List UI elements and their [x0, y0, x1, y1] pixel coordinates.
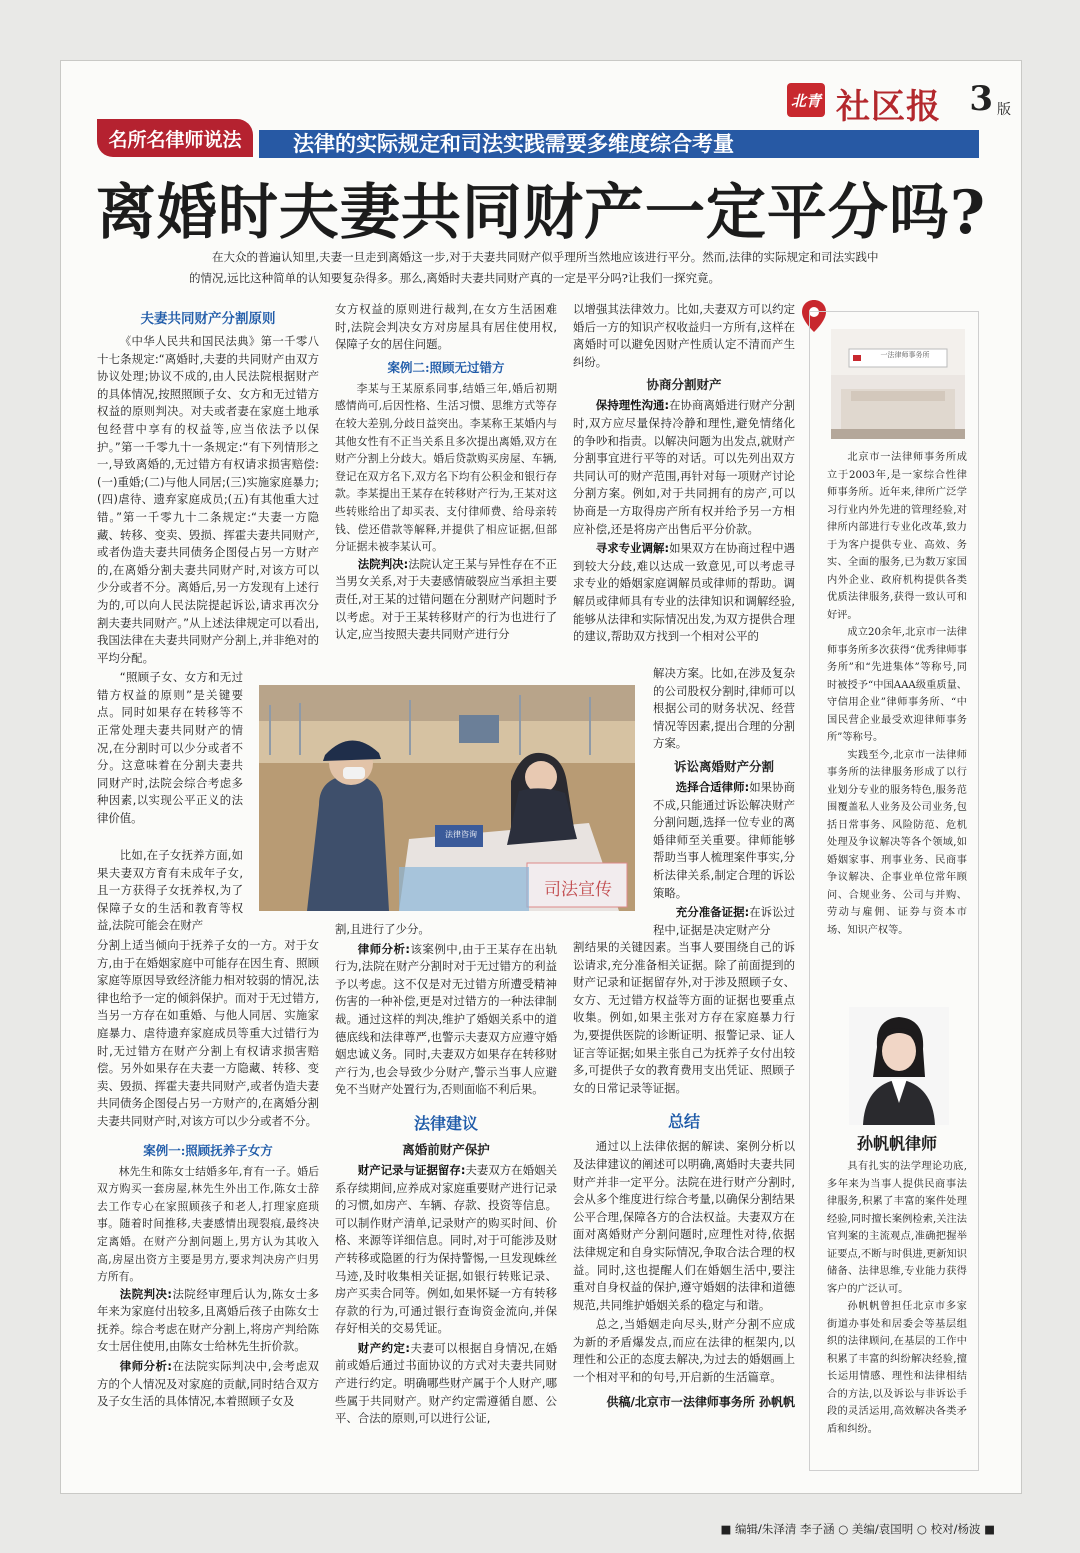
choose-lawyer-advice: 选择合适律师:如果协商不成,只能通过诉讼解决财产分割问题,选择一位专业的离婚律师至关重要。律师能够帮助当事人梳理案件事实,分析法律关系,制定合理的诉讼策略。	[653, 779, 795, 900]
principles-paragraph-2: “照顾子女、女方和无过错方权益的原则”是关键要点。同时如果存在转移等不正常处理夫妻共同财产的情况,在分割时可以少分或者不分。这意味着在分割夫妻共同财产时,法院会综合考虑多种因素,以实现公平正义的法律价值。	[97, 670, 243, 826]
section-heading-principles: 夫妻共同财产分割原则	[140, 311, 276, 327]
column-3-upper	[573, 301, 795, 648]
mediate-advice-b: 解决方案。比如,在涉及复杂的公司股权分割时,律师可以根据公司的财务状况、经营情况等因素,提出合理的分割方案。	[653, 666, 795, 751]
analysis-1: 律师分析:在法院实际判决中,会考虑双方的个人情况及对家庭的贡献,同时结合双方及子女生活的具体情况,本着照顾子女及	[97, 1359, 319, 1409]
photo-sign-left: 法律咨询	[445, 830, 477, 839]
case-2-text: 李某与王某原系同事,结婚三年,婚后初期感情尚可,后因性格、生活习惯、思维方式等存在较大差别,分歧日益突出。李某称王某婚内与其他女性有不正当关系且多次提出离婚,双方在财产分割上分歧大。婚后贷款购买房屋、车辆,登记在双方名下,双方名下均有公积金和银行存款。李某提出王某存在转移财产行为,王某对这些转账给出了却买表、支付律师费、给母亲转钱、偿还借款等解释,并提供了相应证据,但部分证据未被李某认可。	[335, 381, 557, 554]
summary-paragraph-2: 总之,当婚姻走向尽头,财产分割不应成为新的矛盾爆发点,而应在法律的框架内,以理性和公正的态度去解决,为过去的婚姻画上一个相对平和的句号,开启新的生活篇章。	[573, 1317, 795, 1385]
column-3-narrow	[653, 665, 795, 941]
headline: 离婚时夫妻共同财产一定平分吗?	[95, 178, 987, 248]
photo-sign-right: 司法宣传	[544, 880, 612, 900]
negotiate-heading: 协商分割财产	[646, 377, 722, 393]
record-advice: 财产记录与证据留存:夫妻双方在婚姻关系存续期间,应养成对家庭重要财产进行记录的习惯,如房产、车辆、存款、投资等信息。可以制作财产清单,记录财产的购买时间、价格、来源等详细信息。同时,对于可能涉及财产转移或隐匿的行为保持警惕,一旦发现蛛丝马迹,及时收集相关证据,如银行转账记录、房产买卖合同等。例如,如果怀疑一方有转移存款的行为,可通过银行查询资金流向,并保存好相关的交易凭证。	[335, 1162, 557, 1336]
summary-paragraph-1: 通过以上法律依据的解读、案例分析以及法律建议的阐述可以明确,离婚时夫妻共同财产并非一定平分。法院在进行财产分割时,会从多个维度进行综合考量,以确保分割结果公平合理,保障各方的合法权益。夫妻双方在面对离婚财产分割问题时,应理性对待,依据法律规定和自身实际情况,争取合法合理的权益。同时,这也提醒人们在婚姻生活中,要注重对自身权益的保护,遵守婚姻的法律和道德规范,共同维护婚姻关系的稳定与和谐。	[573, 1139, 795, 1312]
firm-paragraph-2: 成立20余年,北京市一法律师事务所多次获得“优秀律师事务所”和“先进集体”等称号,同时被授予“中国AAA级重质量、守信用企业”律师事务所、“中国民营企业最受欢迎律师事务所”等称号。	[827, 627, 967, 743]
judgment-2-end: 割,且进行了少分。	[335, 922, 430, 936]
evidence-advice-b: 割结果的关键因素。当事人要围绕自己的诉讼请求,充分准备相关证据。除了前面提到的财产记录和证据留存外,对于涉及照顾子女、女方、无过错方权益等方面的证据也要重点收集。例如,如果主张对方存在家庭暴力行为,要提供医院的诊断证明、报警记录、证人证言等证据;如果主张自己为抚养子女付出较多,可提供子女的教育费用支出凭证、照顾子女的日常记录等证据。	[573, 940, 795, 1095]
lead-paragraph: 在大众的普遍认知里,夫妻一旦走到离婚这一步,对于夫妻共同财产似乎理所当然地应该进行平分。然而,法律的实际规定和司法实践中的情况,远比这种简单的认知要复杂得多。那么,离婚时夫妻共同财产真的一定是平分吗?让我们一探究竟。	[189, 250, 879, 285]
newspaper-page	[60, 60, 1022, 1536]
evidence-advice-a: 充分准备证据:在诉讼过程中,证据是决定财产分	[653, 905, 795, 937]
column-1-narrow	[97, 847, 243, 937]
lawyer-photo	[849, 1007, 949, 1125]
law-firm-photo	[831, 329, 965, 439]
newspaper-logo: 北青	[787, 83, 825, 117]
agreement-advice: 财产约定:夫妻可以根据自身情况,在婚前或婚后通过书面协议的方式对夫妻共同财产进行约定。明确哪些财产属于个人财产,哪些属于共同财产。财产约定需遵循自愿、公平、合法的原则,可以进行公证,	[335, 1340, 557, 1426]
column-3-lower	[573, 939, 795, 1410]
lawyer-bio	[827, 1125, 967, 1438]
firm-intro	[827, 449, 967, 939]
lawyer-name: 孙帆帆律师	[856, 1134, 937, 1153]
case-1-text: 林先生和陈女士结婚多年,育有一子。婚后双方购买一套房屋,林先生外出工作,陈女士辞去工作专心在家照顾孩子和老人,打理家庭琐事。随着时间推移,夫妻感情出现裂痕,最终决定离婚。在财产分割问题上,男方认为其收入高,房屋出资方主要是男方,要求判决房产归男方所有。	[97, 1164, 319, 1284]
section-tag: 名所名律师说法	[97, 119, 253, 157]
col3-top-text: 以增强其法律效力。比如,夫妻双方可以约定婚后一方的知识产权收益归一方所有,这样在离婚时可以避免因财产性质认定不清而产生纠纷。	[573, 302, 795, 369]
advice-heading: 法律建议	[413, 1113, 478, 1133]
firm-paragraph-1: 北京市一法律师事务所成立于2003年,是一家综合性律师事务所。近年来,律所广泛学习行业内外先进的管理经验,对律所内部进行专业化改革,致力于为客户提供专业、高效、务实、全面的服务,已为数万家国内外企业、政府机构提供各类优质法律服务,获得一致认可和好评。	[827, 452, 967, 621]
page-number: 3	[969, 79, 993, 119]
principles-paragraph-1: 《中华人民共和国民法典》第一千零八十七条规定:“离婚时,夫妻的共同财产由双方协议处理;协议不成的,由人民法院根据财产的具体情况,按照照顾子女、女方和无过错方权益的原则判决。对夫或者妻在家庭土地承包经营中享有的权益等,应当依法予以保护。”第一千零九十一条规定:“有下列情形之一,导致离婚的,无过错方有权请求损害赔偿:(一)重婚;(二)与他人同居;(三)实施家庭暴力;(四)虐待、遗弃家庭成员;(五)有其他重大过错。”第一千零九十二条规定:“夫妻一方隐藏、转移、变卖、毁损、挥霍夫妻共同财产,或者伪造夫妻共同债务企图侵占另一方财产的,在离婚分割夫妻共同财产时,对该方可以少分或者不分。离婚后,另一方发现有上述行为的,可以向人民法院提起诉讼,请求再次分割夫妻共同财产。”从上述法律规定可以看出,我国法律在夫妻共同财产分割上,并非绝对的平均分配。	[97, 334, 319, 665]
lawyer-paragraph-1: 具有扎实的法学理论功底,多年来为当事人提供民商事法律服务,积累了丰富的案件处理经验,同时擅长案例检索,关注法官判案的主流观点,准确把握举证要点,不断与时俱进,更新知识储备、法律思维,专业能力获得客户的广泛认可。	[827, 1161, 967, 1295]
prenup-heading: 离婚前财产保护	[402, 1141, 490, 1157]
mediate-advice-a: 寻求专业调解:如果双方在协商过程中遇到较大分歧,难以达成一致意见,可以考虑寻求专业的婚姻家庭调解员或律师的帮助。调解员或律师具有专业的法律知识和调解经验,能够从法律和实际情况出发,为双方提供合理的建议,帮助双方找到一个相对公平的	[573, 541, 795, 644]
firm-paragraph-3: 实践至今,北京市一法律师事务所的法律服务形成了以行业划分专业的服务特色,服务范围覆盖私人业务及公司业务,包括日常事务、风险防范、危机处理及争议解决等各个领域,如婚姻家事、刑事业务、民商事争议解决、企事业单位常年顾问、合规业务、公司与并购、劳动与雇佣、证券与资本市场、知识产权等。	[827, 749, 967, 936]
principles-paragraph-3b: 分割上适当倾向于抚养子女的一方。对于女方,由于在婚姻家庭中可能存在因生育、照顾家庭等原因导致经济能力相对较弱的情况,法律也给予一定的倾斜保护。而对于无过错方,当另一方存在如重婚、与他人同居、实施家庭暴力、虐待遗弃家庭成员等重大过错行为时,无过错方在财产分割上有权请求损害赔偿。另外如果存在夫妻一方隐藏、转移、变卖、毁损、挥霍夫妻共同财产,或者伪造夫妻共同债务企图侵占另一方财产的,在离婚分割夫妻共同财产时,对该方可以少分或者不分。	[97, 938, 319, 1128]
case-2-heading: 案例二:照顾无过错方	[387, 359, 505, 375]
calm-advice: 保持理性沟通:在协商离婚进行财产分割时,双方应尽量保持冷静和理性,避免情绪化的争吵和指责。以解决问题为出发点,就财产分割事宜进行平等的对话。可以先列出双方共同认可的财产范围,再针对每一项财产讨论分割方案。例如,对于共同拥有的房产,可以协商是一方取得房产所有权并给予另一方相应补偿,还是将房产出售后平分价款。	[573, 398, 795, 536]
page-suffix: 版	[997, 102, 1011, 118]
judgment-2: 法院判决:法院认定王某与异性存在不正当男女关系,对于夫妻感情破裂应当承担主要责任,对王某的过错问题在分割财产问题时予以考虑。对于王某转移财产的行为也进行了认定,应当按照夫妻共同财产进行分	[335, 556, 557, 642]
litigation-heading: 诉讼离婚财产分割	[673, 758, 774, 774]
paper-name: 社区报	[836, 87, 941, 127]
footer-credits: ■ 编辑/朱泽清 李子涵 ○ 美编/袁国明 ○ 校对/杨波 ■	[720, 1522, 995, 1536]
case-1-heading: 案例一:照顾抚养子女方	[143, 1142, 273, 1158]
office-sign-text: 一法律师事务所	[880, 351, 930, 359]
kicker-bar: 法律的实际规定和司法实践需要多维度综合考量	[259, 130, 979, 158]
lawyer-portrait	[849, 1007, 949, 1125]
lawyer-paragraph-2: 孙帆帆曾担任北京市多家街道办事处和居委会等基层组织的法律顾问,在基层的工作中积累了丰富的纠纷解决经验,擅长运用情感、理性和法律相结合的方法,以及诉讼与非诉讼手段的灵活运用,高效解决各类矛盾和纠纷。	[827, 1301, 967, 1435]
column-2-upper	[335, 301, 557, 646]
summary-heading: 总结	[667, 1112, 700, 1132]
article-credit: 供稿/北京市一法律师事务所 孙帆帆	[606, 1394, 795, 1409]
analysis-2: 律师分析:该案例中,由于王某存在出轨行为,法院在财产分割时对于无过错方的利益予以考虑。这不仅是对无过错方所遭受精神伤害的一种补偿,更是对过错方的一种法律制裁。通过这样的判决,维护了婚姻关系中的道德底线和法律尊严,也警示夫妻双方应遵守婚姻忠诚义务。同时,夫妻双方如果存在转移财产行为,也会导致少分财产,警示当事人应避免不当财产处置行为,否则面临不利后果。	[335, 941, 557, 1097]
law-firm-lobby	[831, 329, 965, 439]
principles-paragraph-3a: 比如,在子女抚养方面,如果夫妻双方育有未成年子女,且一方获得子女抚养权,为了保障子女的生活和教育等权益,法院可能会在财产	[97, 848, 243, 933]
col2-top-text: 女方权益的原则进行裁判,在女方生活困难时,法院会判决女方对房屋具有居住使用权,保障子女的居住问题。	[335, 302, 557, 352]
column-2-lower	[335, 921, 557, 1430]
column-1-lower	[97, 937, 319, 1413]
consultation-photo	[259, 685, 635, 911]
judgment-1: 法院判决:法院经审理后认为,陈女士多年来为家庭付出较多,且离婚后孩子由陈女士抚养。综合考虑在财产分割上,将房产判给陈女士居住使用,由陈女士给林先生折价款。	[97, 1286, 319, 1354]
